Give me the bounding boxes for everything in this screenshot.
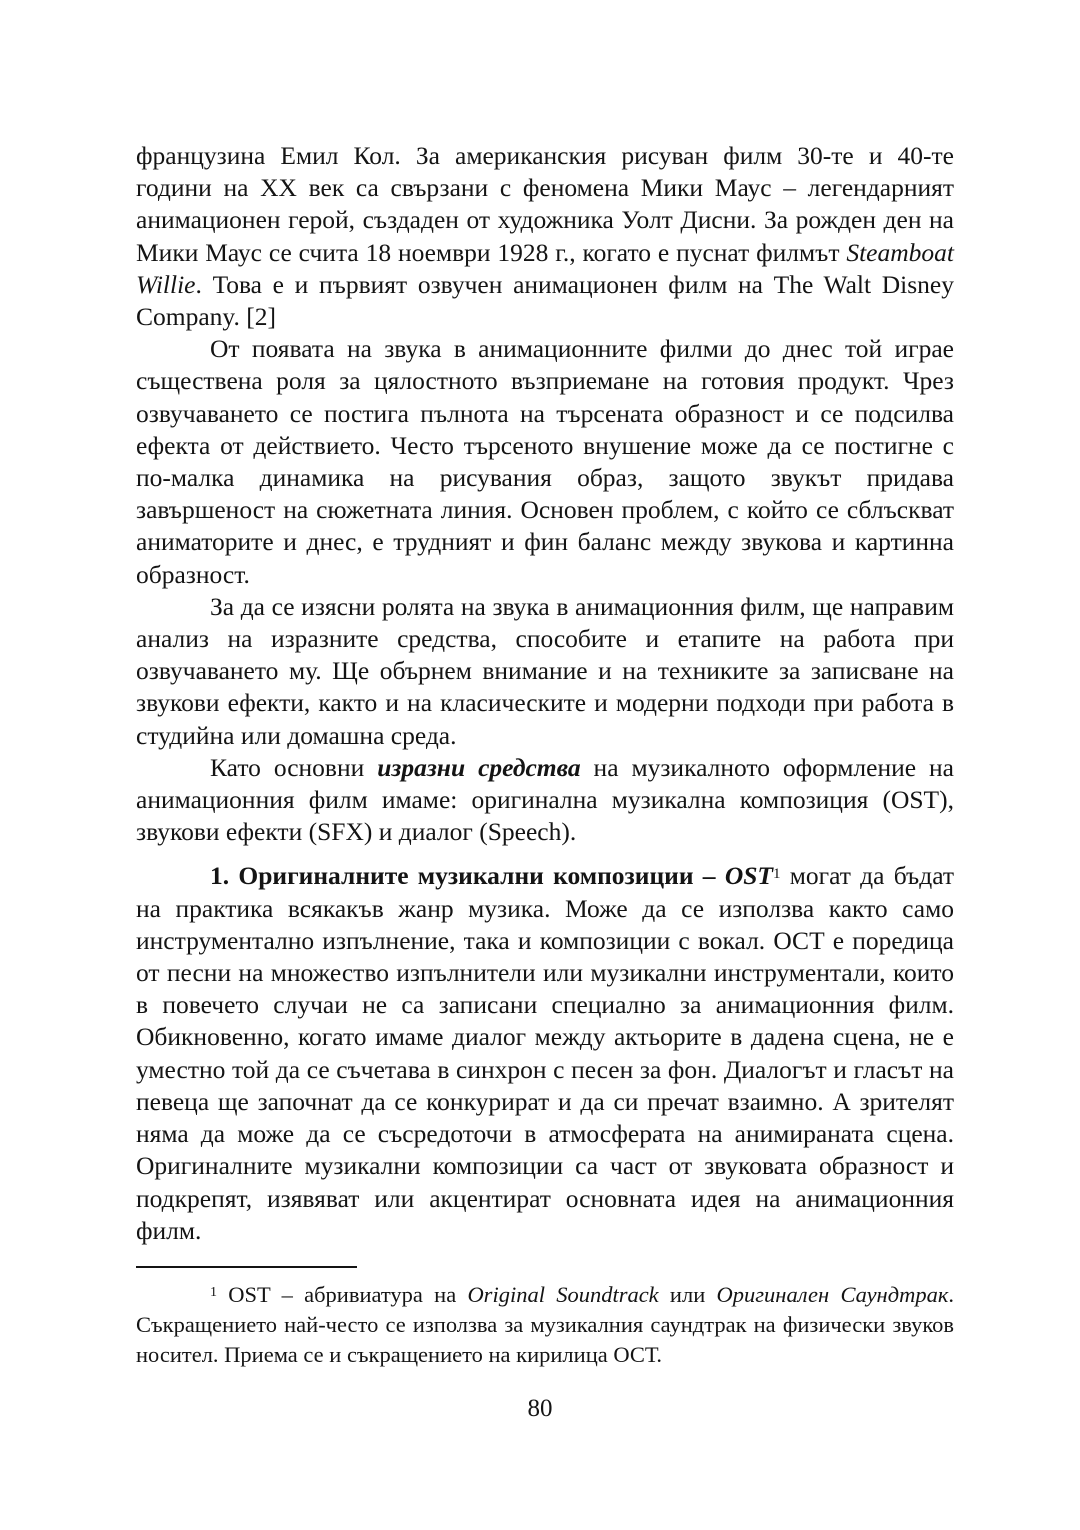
- paragraph-text: могат да бъдат на практика всякакъв жанр музика. Може да се използва както само инструментално изпълнение, така и композиции с вокал. ОСТ е поредица от песни на множество изпълнители или музикални инструментали, които в повечето случаи не са записани специално за анимационния филм. Обикновенно, когато имаме диалог между актьорите в дадена сцена, не е уместно той да се съчетава в синхрон с песен за фон. Диалогът и гласът на певеца ще започнат да се конкурират и да си пречат взаимно. А зрителят няма да може да се съсредоточи в атмосферата на анимираната сцена. Оригиналните музикални композиции са част от звуковата образност и подкрепят, изявяват или акцентират основната идея на анимационния филм.: [136, 861, 954, 1245]
- footnote-reference[interactable]: 1: [773, 866, 781, 883]
- section-ost: [136, 860, 954, 1246]
- footnote-term-bg: Оригинален Саундтрак: [716, 1282, 949, 1307]
- paragraph-analysis: За да се изясни ролята на звука в анимационния филм, ще направим анализ на изразните средства, способите и етапите на работа при озвучаването му. Ще обърнем внимание и на техниките за записване на звукови ефекти, както и на класическите и модерни подходи при работа в студийна или домашна среда.: [136, 591, 954, 750]
- paragraph-text: французина Емил Кол. За американския рисуван филм 30-те и 40-те години на XX век са свързани с феномена Мики Маус – легендарният анимационен герой, създаден от художника Уолт Дисни. За рожден ден на Мики Маус се счита 18 ноември 1928 г., когато е пуснат филмът: [136, 141, 954, 267]
- paragraph-intro: [136, 140, 954, 333]
- paragraph-text: на музикалното оформление на анимационния филм имаме: оригинална музикална композиция (OST), звукови ефекти (SFX) и диалог (Speech).: [136, 752, 954, 847]
- paragraph-sound-role: От появата на звука в анимационните филми до днес той играе съществена роля за цялостното възприемане на готовия продукт. Чрез озвучаването се постига пълнота на търсената образност и се подсилва ефекта от действието. Често търсеното внушение може да се постигне с по-малка динамика на рисувания образ, защото звукът придава завършеност на сюжетната линия. Основен проблем, с който се сблъскват аниматорите и днес, е трудният и фин баланс между звукова и картинна образност.: [136, 334, 954, 589]
- paragraph-means: [136, 752, 954, 849]
- footnote-term-en: Original Soundtrack: [467, 1282, 659, 1307]
- footnote-text: или: [658, 1282, 717, 1307]
- paragraph-text: Като основни: [210, 752, 378, 782]
- footnote-number: 1: [210, 1285, 217, 1300]
- film-title: Steamboat Willie: [136, 237, 954, 299]
- footnote: [136, 1280, 954, 1370]
- emphasis-term: изразни средства: [377, 752, 581, 782]
- footnote-text: . Съкращението най-често се използва за музикалния саундтрак на физически звуков носител. Приема се и съкращението на кирилица ОСТ.: [136, 1282, 954, 1367]
- footnote-separator: [136, 1266, 357, 1268]
- footnote-text: OST – абривиатура на: [217, 1282, 468, 1307]
- page-number: 80: [527, 1395, 553, 1422]
- paragraph-text: . Това е и първият озвучен анимационен филм на The Walt Disney Company. [2]: [136, 269, 954, 332]
- section-heading: 1. Оригиналните музикални композиции –: [210, 861, 725, 891]
- page-body: [136, 140, 954, 1247]
- section-heading-term: OST: [724, 861, 773, 891]
